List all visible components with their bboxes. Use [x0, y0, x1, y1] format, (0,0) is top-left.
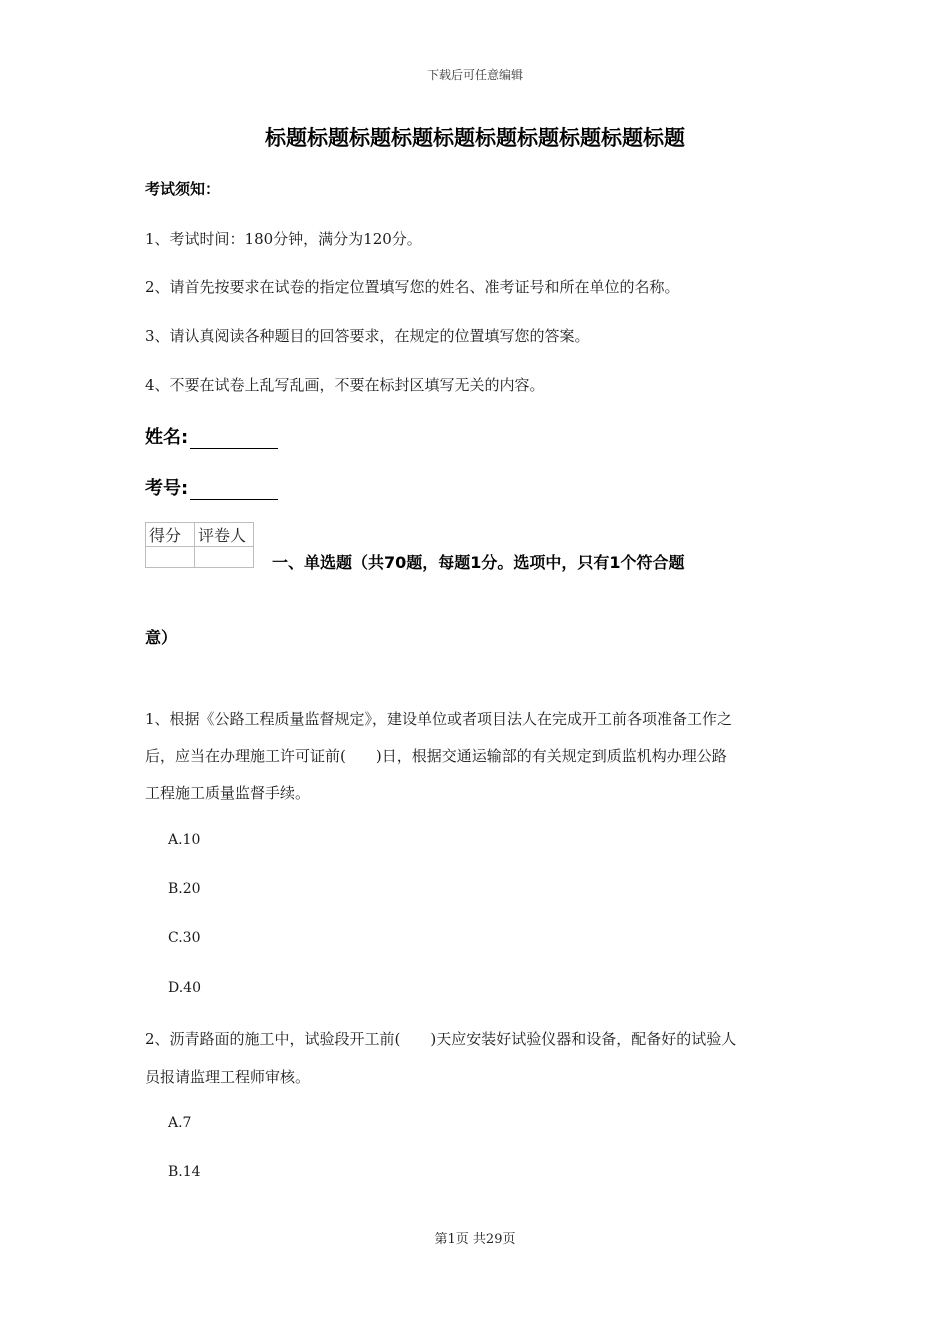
question-text: 工程施工质量监督手续。: [145, 784, 311, 802]
score-header: 得分: [146, 523, 195, 547]
notice-rule: 3、请认真阅读各种题目的回答要求，在规定的位置填写您的答案。: [145, 327, 590, 345]
question-text: 后，应当在办理施工许可证前( )日，根据交通运输部的有关规定到质监机构办理公路: [145, 747, 727, 765]
grader-header: 评卷人: [195, 523, 254, 547]
question-text: 2、沥青路面的施工中，试验段开工前( )天应安装好试验仪器和设备，配备好的试验人: [145, 1030, 737, 1048]
name-label: 姓名:: [145, 427, 189, 448]
name-field: [145, 423, 278, 449]
question-text: 1、根据《公路工程质量监督规定》，建设单位或者项目法人在完成开工前各项准备工作之: [145, 710, 733, 728]
notice-rule: 1、考试时间：180分钟，满分为120分。: [145, 230, 422, 248]
exam-id-blank-line[interactable]: [190, 479, 278, 500]
document-title: 标题标题标题标题标题标题标题标题标题标题: [265, 126, 685, 150]
exam-id-label: 考号:: [145, 478, 189, 499]
score-table: [145, 522, 254, 568]
page-footer: 第1页 共29页: [434, 1232, 516, 1247]
score-cell[interactable]: [146, 547, 195, 568]
answer-option[interactable]: B.20: [168, 881, 201, 897]
section-title-continued: 意）: [145, 628, 178, 647]
answer-option[interactable]: A.7: [168, 1115, 192, 1131]
grader-cell[interactable]: [195, 547, 254, 568]
exam-id-field: [145, 474, 278, 500]
answer-option[interactable]: C.30: [168, 930, 201, 946]
answer-option[interactable]: D.40: [168, 980, 201, 996]
notice-rule: 4、不要在试卷上乱写乱画，不要在标封区填写无关的内容。: [145, 376, 545, 394]
notice-heading: 考试须知：: [145, 180, 221, 198]
answer-option[interactable]: A.10: [168, 832, 201, 848]
header-note: 下载后可任意编辑: [426, 68, 523, 82]
name-blank-line[interactable]: [190, 428, 278, 449]
section-title: 一、单选题（共70题，每题1分。选项中，只有1个符合题: [272, 553, 685, 572]
question-text: 员报请监理工程师审核。: [145, 1068, 311, 1086]
answer-option[interactable]: B.14: [168, 1164, 201, 1180]
notice-rule: 2、请首先按要求在试卷的指定位置填写您的姓名、准考证号和所在单位的名称。: [145, 278, 680, 296]
